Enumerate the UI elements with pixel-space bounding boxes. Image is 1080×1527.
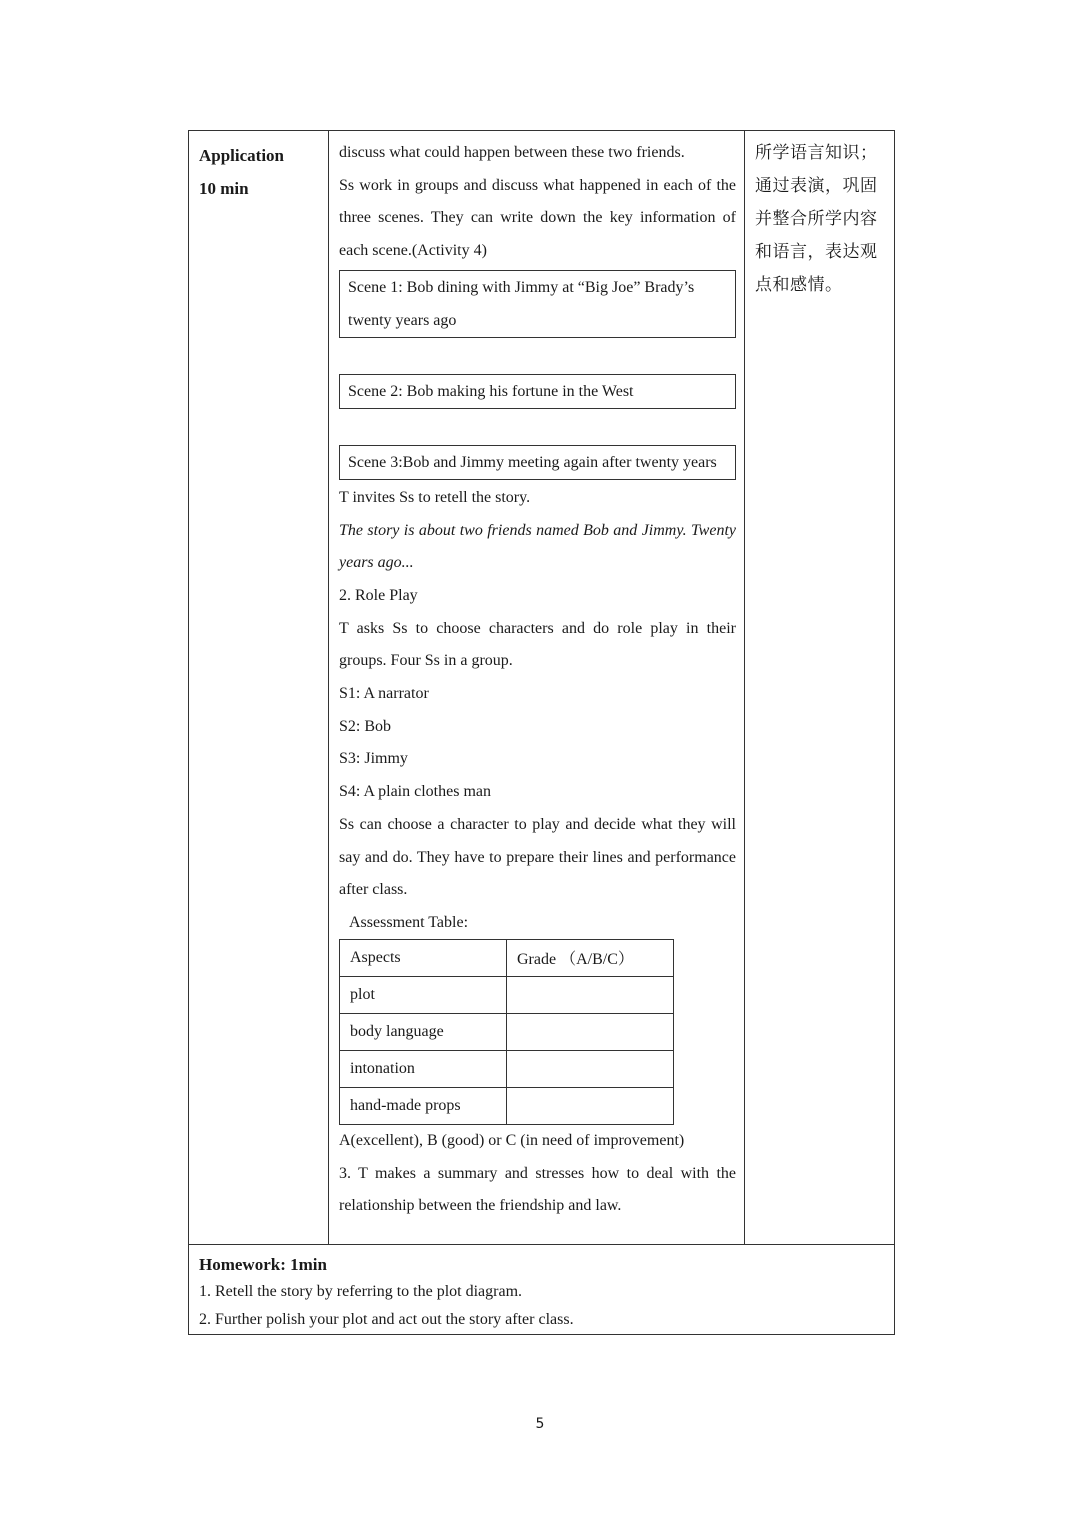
- scene-box-3: Scene 3:Bob and Jimmy meeting again after twenty years: [339, 445, 736, 480]
- assessment-row: [340, 1050, 674, 1087]
- assessment-header-aspects: Aspects: [340, 939, 507, 976]
- assessment-grade-cell: [507, 1050, 674, 1087]
- aim-line: 并整合所学内容: [755, 209, 878, 229]
- role-item: S2: Bob: [339, 717, 392, 735]
- role-play-note: Ss can choose a character to play and decide what they will say and do. They have to prepare their lines and performance after class.: [339, 815, 736, 899]
- aim-line: 所学语言知识；: [755, 143, 878, 163]
- role-item: S4: A plain clothes man: [339, 783, 491, 801]
- assessment-grade-cell: [507, 976, 674, 1013]
- aim-line: 通过表演，巩固: [755, 176, 878, 196]
- lesson-plan-table: [188, 130, 895, 1335]
- retell-example: The story is about two friends named Bob and Jimmy. Twenty years ago...: [339, 521, 736, 572]
- homework-item: 1. Retell the story by referring to the plot diagram.: [199, 1283, 523, 1300]
- assessment-aspect: hand-made props: [340, 1087, 507, 1124]
- homework-item: 2. Further polish your plot and act out the story after class.: [199, 1311, 574, 1328]
- aim-line: 点和感情。: [755, 275, 843, 295]
- scene-box-1: Scene 1: Bob dining with Jimmy at “Big Joe” Brady’s twenty years ago: [339, 270, 736, 338]
- role-play-heading: 2. Role Play: [339, 586, 418, 604]
- procedure-intro: discuss what could happen between these two friends.: [339, 144, 685, 161]
- page-number: 5: [535, 1416, 545, 1432]
- assessment-header-row: [340, 939, 674, 976]
- stage-name: Application: [199, 146, 285, 165]
- assessment-row: [340, 1087, 674, 1124]
- homework-row: [189, 1245, 894, 1334]
- assessment-table: [339, 939, 674, 1125]
- role-item: S1: A narrator: [339, 685, 429, 703]
- scene-box-2: Scene 2: Bob making his fortune in the West: [339, 374, 736, 409]
- assessment-title: Assessment Table:: [349, 913, 469, 931]
- assessment-row: [340, 1013, 674, 1050]
- homework-title: Homework: 1min: [199, 1255, 327, 1274]
- assessment-aspect: body language: [340, 1013, 507, 1050]
- assessment-aspect: plot: [340, 976, 507, 1013]
- assessment-grade-cell: [507, 1087, 674, 1124]
- summary-text: 3. T makes a summary and stresses how to deal with the relationship between the friendship and law.: [339, 1164, 736, 1215]
- assessment-grade-cell: [507, 1013, 674, 1050]
- activity4-text: Ss work in groups and discuss what happened in each of the three scenes. They can write down the key information of each scene.(Activity 4): [339, 176, 736, 260]
- assessment-aspect: intonation: [340, 1050, 507, 1087]
- aim-line: 和语言，表达观: [755, 242, 878, 262]
- role-play-instruction: T asks Ss to choose characters and do role play in their groups. Four Ss in a group.: [339, 619, 736, 670]
- retell-instruction: T invites Ss to retell the story.: [339, 488, 531, 506]
- grade-key: A(excellent), B (good) or C (in need of improvement): [339, 1131, 685, 1149]
- role-item: S3: Jimmy: [339, 750, 408, 768]
- assessment-header-grade: Grade （A/B/C）: [507, 939, 674, 976]
- stage-cell: [189, 131, 329, 1244]
- application-row: [189, 131, 894, 1245]
- procedure-cell: [329, 131, 745, 1244]
- aim-cell: [745, 131, 894, 1244]
- assessment-row: [340, 976, 674, 1013]
- stage-time: 10 min: [199, 179, 249, 198]
